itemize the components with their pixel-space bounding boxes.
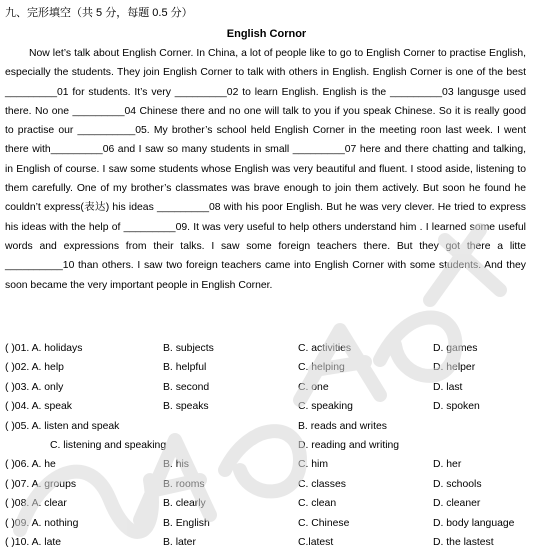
question-01-option-d: D. games: [433, 343, 478, 354]
option-row-03: [5, 378, 530, 397]
question-08-option-d: D. cleaner: [433, 498, 481, 510]
question-01-option-a: ( )01. A. holidays: [5, 343, 83, 354]
question-03-option-a: ( )03. A. only: [5, 381, 64, 393]
option-row-04: [5, 397, 530, 416]
question-01-option-b: B. subjects: [163, 343, 214, 354]
passage-text: Now let’s talk about English Corner. In China, a lot of people like to go to English Corner to practise English, especially the students. They join English Corner to talk with others in English. English Corner is one of the best _________01 for students. It’s very _________02 to learn English. English is the _________03 langusge used there. No one _________04 Chinese there and no one will talk to you if you speak Chinese. So it is really good to practise our __________05. My brother’s school held English Corner in the meeting roon last week. I went there with_________06 and I saw so many students in small _________07 here and there chatting and talking, in English of course. I saw some students whose English was very beautiful and fluent. I stood aside, listening to them carefully. One of my brother’s classmates was brave enough to join them actively. But soon he found he couldn’t express(表达) his ideas _________08 with his poor English. But he was very clever. He tried to express his ideas with the help of _________09. It was very useful to help others understand him . I learned some useful words and expressions from their talks. I saw some foreign teachers there. But they got there a litte __________10 than others. I saw two foreign teachers came into English Corner with some students. And they soon became the very important people in English Corner.: [5, 48, 526, 291]
section-heading: 九、完形填空（共 5 分，每题 0.5 分）: [5, 7, 193, 19]
question-06-option-b: B. his: [163, 459, 189, 471]
question-06-option-c: C. him: [298, 459, 329, 471]
question-05-option-c: C. listening and speaking: [50, 439, 167, 451]
question-02-option-b: B. helpful: [163, 362, 207, 374]
question-09-option-d: D. body language: [433, 517, 515, 529]
question-06-option-d: D. her: [433, 459, 462, 471]
answer-options: [5, 339, 530, 552]
option-row-10: [5, 533, 530, 552]
question-09-option-b: B. English: [163, 517, 210, 529]
question-03-option-c: C. one: [298, 381, 329, 393]
option-row-08: [5, 494, 530, 513]
option-row-05-cont: [5, 436, 530, 455]
question-04-option-d: D. spoken: [433, 401, 480, 413]
option-row-05: [5, 417, 530, 436]
option-row-07: [5, 475, 530, 494]
question-10-option-b: B. later: [163, 536, 196, 548]
question-10-option-d: D. the lastest: [433, 536, 494, 548]
question-09-option-c: C. Chinese: [298, 517, 350, 529]
question-06-option-a: ( )06. A. he: [5, 459, 56, 471]
question-07-option-d: D. schools: [433, 478, 482, 490]
passage-title: English Cornor: [226, 28, 307, 40]
option-row-02: [5, 358, 530, 377]
question-05-option-b: B. reads and writes: [298, 420, 387, 432]
option-row-06: [5, 455, 530, 474]
question-09-option-a: ( )09. A. nothing: [5, 517, 79, 529]
question-07-option-a: ( )07. A. groups: [5, 478, 77, 490]
option-row-09: [5, 514, 530, 533]
question-04-option-c: C. speaking: [298, 401, 353, 413]
question-08-option-b: B. clearly: [163, 498, 206, 510]
question-03-option-b: B. second: [163, 381, 210, 393]
question-08-option-c: C. clean: [298, 498, 337, 510]
question-02-option-c: C. helping: [298, 362, 345, 374]
question-10-option-c: C.latest: [298, 536, 334, 548]
question-05-option-a: ( )05. A. listen and speak: [5, 420, 120, 432]
question-02-option-a: ( )02. A. help: [5, 362, 64, 374]
question-02-option-d: D. helper: [433, 362, 476, 374]
question-05-option-d: D. reading and writing: [298, 439, 400, 451]
question-07-option-c: C. classes: [298, 478, 346, 490]
question-10-option-a: ( )10. A. late: [5, 536, 62, 548]
question-03-option-d: D. last: [433, 381, 463, 393]
question-07-option-b: B. rooms: [163, 478, 205, 490]
cloze-passage: [5, 44, 526, 295]
option-row-01: [5, 339, 530, 358]
question-04-option-b: B. speaks: [163, 401, 209, 413]
question-01-option-c: C. activities: [298, 343, 352, 354]
question-08-option-a: ( )08. A. clear: [5, 498, 67, 510]
question-04-option-a: ( )04. A. speak: [5, 401, 72, 413]
